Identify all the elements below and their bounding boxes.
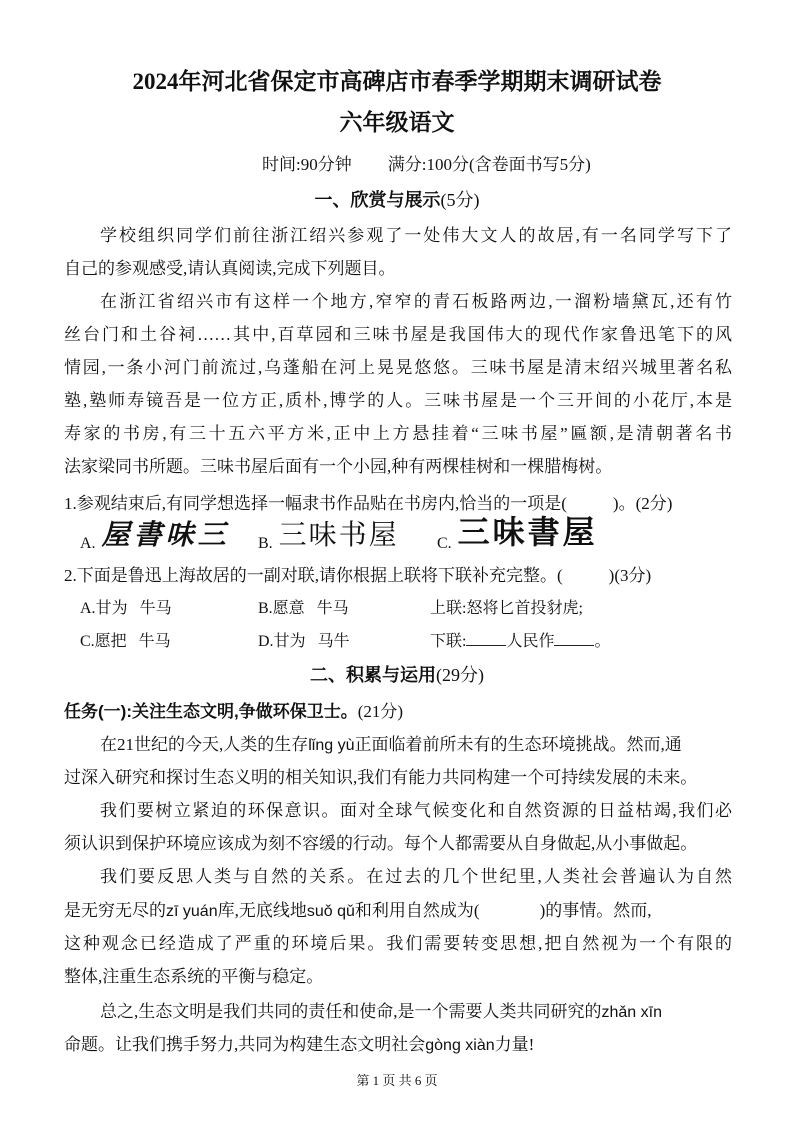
option-label: A. bbox=[80, 600, 96, 617]
fill-blank[interactable] bbox=[466, 631, 506, 646]
text-segment: 在21世纪的今天,人类的生存 bbox=[100, 735, 309, 754]
exam-title: 2024年河北省保定市高碑店市春季学期期末调研试卷 bbox=[132, 69, 662, 94]
exam-meta bbox=[262, 150, 591, 175]
text-segment: 正面临着前所未有的生态环境挑战。然而,通 bbox=[354, 735, 682, 754]
passage-line: 过深入研究和探讨生态义明的相关知识,我们有能力共同构建一个可持续发展的未来。 bbox=[64, 768, 698, 787]
passage-line: 须认识到保护环境应该成为刻不容缓的行动。每个人都需要从自身做起,从小事做起。 bbox=[64, 834, 698, 853]
section-1-title: 一、欣赏与展示 bbox=[314, 190, 441, 210]
passage-line: 寿家的书房,有三十五六平方米,正中上方悬挂着“三味书屋”匾额,是清朝著名书 bbox=[64, 424, 732, 443]
option-label: A. bbox=[80, 535, 96, 552]
section-2-title: 二、积累与运用 bbox=[310, 665, 436, 685]
pinyin-prompt: gòng xiàn bbox=[425, 1037, 495, 1054]
task-1-points: (21分) bbox=[357, 702, 404, 721]
passage-line: 我们要树立紧迫的环保意识。面对全球气候变化和自然资源的日益枯竭,我们必 bbox=[100, 801, 732, 820]
question-2-text: 2.下面是鲁迅上海故居的一副对联,请你根据上联将下联补充完整。( bbox=[64, 566, 563, 585]
option-c[interactable] bbox=[80, 628, 171, 651]
option-content: 甘为 牛马 bbox=[95, 600, 172, 617]
section-1-points: (5分) bbox=[440, 190, 480, 210]
option-d[interactable] bbox=[258, 628, 350, 651]
calligraphy-b: 三味书屋 bbox=[278, 518, 399, 551]
option-content: 愿意 牛马 bbox=[272, 600, 349, 617]
option-label: B. bbox=[258, 600, 273, 617]
section-2-heading bbox=[0, 661, 794, 687]
couplet-lower-end: 。 bbox=[594, 633, 611, 650]
calligraphy-a: 屋書味三 bbox=[101, 518, 230, 551]
pinyin-prompt: lǐng yù bbox=[308, 737, 355, 754]
passage-line bbox=[64, 1001, 732, 1024]
text-segment: 总之,生态文明是我们共同的责任和使命,是一个需要人类共同研究的 bbox=[100, 1002, 602, 1021]
option-label: C. bbox=[80, 633, 95, 650]
exam-time: 时间:90分钟 bbox=[262, 155, 352, 174]
option-content: 愿把 牛马 bbox=[94, 633, 171, 650]
pinyin-prompt: zhǎn xīn bbox=[601, 1004, 662, 1021]
option-b[interactable] bbox=[258, 513, 399, 553]
couplet-lower bbox=[430, 628, 610, 651]
passage-line bbox=[64, 1034, 732, 1057]
intro-line: 学校组织同学们前往浙江绍兴参观了一处伟大文人的故居,有一名同学写下了 bbox=[100, 226, 732, 245]
couplet-lower-label: 下联: bbox=[430, 633, 467, 650]
passage-line: 我们要反思人类与自然的关系。在过去的几个世纪里,人类社会普遍认为自然 bbox=[100, 867, 732, 886]
couplet-lower-text: 人民作 bbox=[506, 633, 555, 650]
option-label: C. bbox=[437, 535, 452, 552]
task-1-heading bbox=[64, 697, 403, 722]
text-segment: 是无穷无尽的 bbox=[64, 901, 166, 920]
passage-line: 法家梁同书所题。三味书屋后面有一个小园,种有两棵桂树和一棵腊梅树。 bbox=[64, 457, 613, 476]
question-2 bbox=[64, 561, 651, 586]
passage-line: 这种观念已经造成了严重的环境后果。我们需要转变思想,把自然视为一个有限的 bbox=[64, 934, 732, 953]
task-1-title: 任务(一):关注生态文明,争做环保卫士。 bbox=[64, 702, 358, 721]
text-segment: 命题。让我们携手努力,共同为构建生态文明社会 bbox=[64, 1035, 426, 1054]
option-label: D. bbox=[258, 633, 274, 650]
section-2-points: (29分) bbox=[436, 665, 484, 685]
option-c[interactable] bbox=[437, 513, 598, 553]
option-b[interactable] bbox=[258, 595, 349, 618]
exam-subtitle: 六年级语文 bbox=[339, 110, 455, 135]
passage-line: 在浙江省绍兴市有这样一个地方,窄窄的青石板路两边,一溜粉墙黛瓦,还有竹 bbox=[100, 292, 732, 311]
option-a[interactable] bbox=[80, 595, 172, 618]
question-1-text: 1.参观结束后,有同学想选择一幅隶书作品贴在书房内,恰当的一项是( bbox=[64, 494, 567, 513]
text-segment: )的事情。然而, bbox=[539, 901, 652, 920]
text-segment: 和利用自然成为( bbox=[354, 901, 480, 920]
section-1-heading bbox=[0, 186, 794, 212]
option-a[interactable] bbox=[80, 513, 230, 553]
intro-line: 自己的参观感受,请认真阅读,完成下列题目。 bbox=[64, 259, 396, 278]
passage-line: 整体,注重生态系统的平衡与稳定。 bbox=[64, 967, 324, 986]
fill-blank[interactable] bbox=[554, 631, 594, 646]
passage-line: 情园,一条小河门前流过,乌蓬船在河上晃晃悠悠。三味书屋是清末绍兴城里著名私 bbox=[64, 358, 732, 377]
text-segment: 力量! bbox=[494, 1035, 535, 1054]
question-2-points: )(3分) bbox=[608, 566, 652, 585]
option-label: B. bbox=[258, 535, 273, 552]
couplet-upper: 上联:怒将匕首投豺虎; bbox=[430, 600, 583, 617]
passage-line: 塾,塾师寿镜吾是一位方正,质朴,博学的人。三味书屋是一个三开间的小花厅,本是 bbox=[64, 391, 732, 410]
passage-line bbox=[64, 734, 732, 757]
question-1-points: )。(2分) bbox=[612, 494, 673, 513]
exam-score: 满分:100分(含卷面书写5分) bbox=[387, 155, 591, 174]
page-footer: 第 1 页 共 6 页 bbox=[356, 1073, 438, 1088]
calligraphy-c: 三味書屋 bbox=[457, 513, 598, 551]
pinyin-prompt: suǒ qǔ bbox=[306, 903, 355, 920]
passage-line bbox=[64, 900, 732, 923]
option-content: 甘为 马牛 bbox=[273, 633, 350, 650]
pinyin-prompt: zī yuán bbox=[166, 903, 218, 920]
text-segment: 库,无底线地 bbox=[217, 901, 307, 920]
passage-line: 丝台门和土谷祠……其中,百草园和三味书屋是我国伟大的现代作家鲁迅笔下的风 bbox=[64, 325, 732, 344]
